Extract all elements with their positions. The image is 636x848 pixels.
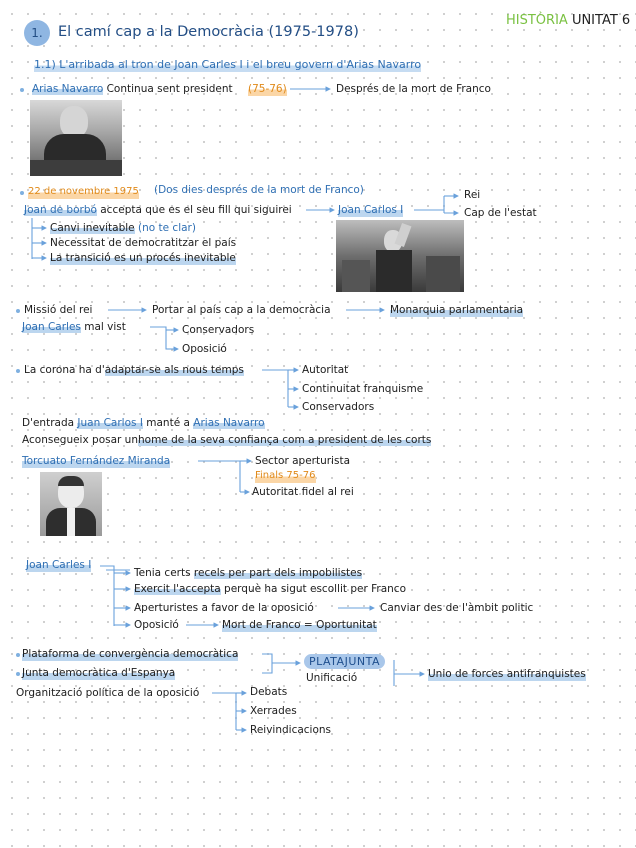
platform-1: Plataforma de convergència democràtica [22, 648, 239, 660]
torcuato-b2: Autoritat fidel al rei [252, 486, 354, 498]
aconsegueix-row [22, 433, 431, 447]
photo-arias-navarro [30, 100, 122, 176]
bullet [16, 369, 20, 373]
bullet [20, 88, 24, 92]
item-4-result: Mort de Franco = Oportunitat [222, 619, 377, 631]
mission-result: Monarquia parlamentaria [390, 304, 524, 316]
group-conservadors: Conservadors [182, 324, 255, 336]
unificacio-label: Unificació [306, 672, 358, 684]
page-title: El camí cap a la Democràcia (1975-1978) [58, 24, 359, 40]
arias-after: Després de la mort de Franco [336, 83, 491, 95]
bullet [16, 309, 20, 313]
arias-row [32, 82, 233, 96]
jb-row [24, 203, 292, 217]
jc-name: Joan Carlos I [338, 204, 404, 216]
date-label: 22 de novembre 1975 [28, 186, 139, 197]
platform-2: Junta democràtica d'Espanya [22, 667, 176, 679]
item-1a: Tenia certs [134, 567, 191, 579]
aconsegueix-b: home de la seva confiança com a president de les corts [138, 434, 432, 446]
entrada-b: Juan Carlos I [77, 417, 143, 429]
c1-text: Canvi inevitable [50, 222, 135, 234]
jb-name: Joan de borbó [24, 204, 97, 216]
entrada-d: Arias Navarro [193, 417, 265, 429]
torcuato-name: Torcuato Fernández Miranda [22, 455, 171, 467]
mission-label: Missió del rei [24, 304, 93, 316]
item-3-result: Canviar des de l'àmbit politic [380, 602, 534, 614]
jb-text: accepta que es el seu fill qui siguirei [100, 204, 292, 216]
arias-name: Arias Navarro [32, 83, 104, 95]
item-3: Aperturistes a favor de la oposició [134, 602, 314, 614]
consequence-3: La transició es un procés inevitable [50, 252, 236, 264]
torcuato-b1: Sector aperturista [255, 455, 350, 467]
org-label: Organització política de la oposició [16, 687, 200, 699]
item-2a: Exercit l'accepta [134, 583, 221, 595]
corona-b2: Continuitat franquisme [302, 383, 424, 395]
item-1b: recels per part dels impobilistes [193, 567, 363, 579]
unio-label: Unio de forces antifranquistes [428, 668, 586, 680]
aconsegueix-a: Aconsegueix posar un [22, 434, 138, 446]
unit-label: UNITAT 6 [571, 13, 631, 28]
jc-seen-row [22, 320, 126, 334]
consequence-2: Necessitat de democratitzar el país [50, 237, 237, 249]
arias-years: (75-76) [248, 83, 287, 95]
photo-torcuato [40, 472, 102, 536]
item-2 [134, 582, 406, 596]
group-oposicio: Oposició [182, 343, 227, 355]
corona-b3: Conservadors [302, 401, 375, 413]
rei-label: Rei [464, 189, 481, 201]
photo-joan-carles [336, 220, 464, 292]
jc-seen: mal vist [84, 321, 126, 333]
org-reivindicacions: Reivindicacions [250, 724, 332, 736]
bullet [16, 672, 20, 676]
arias-text: Continua sent president [106, 83, 233, 95]
entrada-c: manté a [146, 417, 190, 429]
corona-hl: adaptar-se als nous temps [104, 364, 244, 376]
torcuato-b1b: Finals 75-76 [255, 470, 316, 481]
jc-name-2: Joan Carles [22, 321, 81, 333]
consequence-1 [50, 221, 196, 235]
org-xerrades: Xerrades [250, 705, 297, 717]
date-note: (Dos dies després de la mort de Franco) [154, 184, 364, 196]
subject-label: HISTÒRIA [506, 13, 568, 28]
mission-goal: Portar al país cap a la democràcia [152, 304, 331, 316]
corona-pre: La corona ha d' [24, 364, 105, 376]
item-4: Oposició [134, 619, 179, 631]
bullet [20, 191, 24, 195]
cap-label: Cap de l'estat [464, 207, 537, 219]
item-2b: perquè ha sigut escollit per Franco [224, 583, 406, 595]
section-number: 1. [24, 20, 50, 46]
entrada-a: D'entrada [22, 417, 75, 429]
entrada-row [22, 416, 265, 430]
section-subtitle: 1.1) L'arribada al tron de Joan Carles I i el breu govern d'Arias Navarro [34, 58, 422, 71]
corona-b1: Autoritat [302, 364, 349, 376]
item-1 [134, 566, 362, 580]
org-debats: Debats [250, 686, 288, 698]
jc-name-3: Joan Carles I [26, 559, 92, 571]
corona-row [24, 363, 244, 377]
c1-note: (no te clar) [138, 222, 196, 234]
bullet [16, 653, 20, 657]
platajunta-badge: PLATAJUNTA [304, 654, 385, 669]
unit-header [506, 12, 630, 30]
